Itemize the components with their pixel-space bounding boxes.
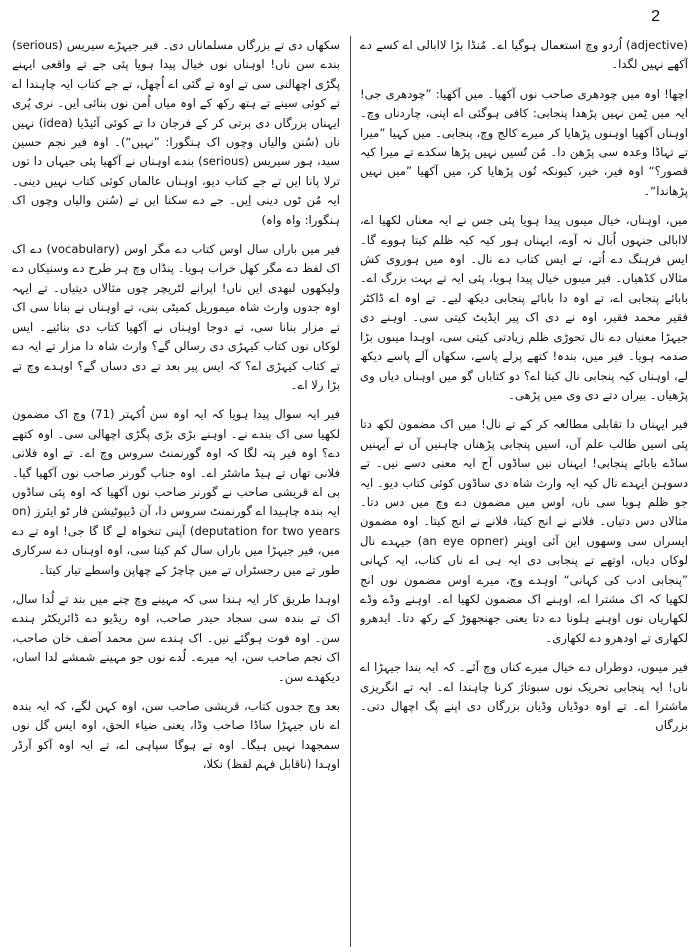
paragraph: میں، اوہناں، خیال میںوں پیدا ہویا پئی جس نے ایہ معناں لکھیا اے، لاابالی جنہوں اُبال نہ آوے، ایہناں ہور کیہ کیہ ظلم کیتا ہووے گا۔ ایس فرہنگ دے اُتے، تے ایس کتاب دے نال۔ اوہ میں ہوروی کش مثالاں کڈھیاں۔ فیر میںوں خیال پیدا ہویا، پئی ایہ تے بہت بزرگ اے۔ بابائے پنجابی اے، تے اوہ دا بابائے پنجابی دیکھ لیے۔ تے اوہ اے ڈاکٹر فقیر محمد فقیر، اوہ نے دی اک پیر ایڈیٹ کیتی سی۔ اوہنے دی جیہڑا معنیاں دے نال تحوڑی ظلم زیادتی کیتی سی، اوہدا میںوں بڑا صدمہ ہویا۔ فیر میں، بندہ! کتھے پرلے پاسے، سکھاں آلے پاسے دیکھ لے، اوہناں کیہ پنجابی نال کیتا اے؟ دو کتاباں گو میں اوہناں دیاں وی پڑھیاں۔ بیراں دتے دی وی میں پڑھی۔ (360, 213, 688, 402)
column-divider (350, 36, 351, 947)
paragraph: فیر میںوں، دوطراں دے خیال میرے کناں وچ آئے۔ کہ ایہ بندا جیہڑا اے ناں! ایہ پنجابی تحریک نوں سبوتاژ کرنا چاہندا اے۔ ایہ تے انگریزی ماشترا اے۔ تے اوہ دوڈیاں وڈیاں بزرگاں دی اپنے پگ اچھال دتی۔ بزرگاں (360, 660, 688, 733)
paragraph: اچھا! اوہ میں چودھری صاحب نوں آکھیا۔ میں آکھیا: ”چودھری جی! ایہ میں ٹِمن نہیں پڑھدا پنجابی: کافی ہوگئی اے اپنی، چاردناں وچ۔ اوہناں آکھیا اوہنوں پڑھایا کر میرے کالج وچ، پنجابی۔ میں کہیا ”میرا تے تہاڈا وعدہ سی پڑھن دا۔ مُن تُسیں نہیں پڑھا سکدے تے میرا کیہ قصور؟“ اوہ فیر، خیر، کیونکہ تُوں پڑھایا کر، میں آکھیا ”میں نہیں پڑھاندا“۔ (360, 86, 688, 198)
paragraph: بعد وچ جدوں کتاب، قریشی صاحب سن، اوہ کہن لگے، کہ ایہ بندہ اے ناں جیہڑا ساڈا صاحب وڈا، یعنی ضیاء الحق، اوہ ایس گل نوں سمجھدا نہیں ہیگا۔ اوہ تے ہوگا سپاہی اے، تے ایہ اوہ آکو آرڈر اوہدا (ناقابل فہم لفظ) نکلا، (12, 699, 340, 772)
left-column (12, 36, 340, 947)
page-number: 2 (651, 8, 660, 25)
paragraph: اوہدا طریق کار ایہ ہندا سی کہ مہینے وچ چنے میں بند تے لُدا سال، اک تے بندہ سی سجاد حیدر صاحب، اوہ ریڈیو دے ڈائریکٹر ہندے سن۔ اوہ فوت ہوگئے نیں۔ اک ہندے سن محمد آصف خان صاحب، اک نجم صاحب سن، ایہ میرے۔ لُدے نوں جو مہینے شمشے لدا اساں، دیکھدے سن۔ (12, 591, 340, 684)
paragraph: سکھاں دی تے بزرگاں مسلماناں دی۔ فیر جیہڑے سیریس (serious) بندے سن ناں! اوہناں نوں خیال پیدا ہویا پئی جے تے واقعی ایہنے پگڑی اچھالنی سی تے اوہ تے گئی اے اُچھل، تے جے کتاب ایہ چاہندا اے تے کوئی سینے تے ہتھ رکھ کے اوہ میاں اُمن نوں بنائی ایں۔ نری پُری ایہناں بزرگاں دی برتی کر کے فرجان دا تے کوئی آئیڈیا (idea) نہیں ناں (سُنن والیاں وچوں اک ہنگورا: ”نہیں“)۔ اوہ فیر نجم حسین سید، ہور سیریس (serious) بندے اوہناں نے آکھیا پئی جیہاں دا توں ترلا پانا ایں تے جے کتاب دیو، اوہناں عالماں کوئی کتاب نہیں دینی۔ ایہ مُن ٹوں دینی اِیں۔ جے دے سکنا ایں تے (سُنن والیاں وچوں اک ہنگورا: واہ واہ) (12, 38, 340, 227)
paragraph: فیر ایہ سوال پیدا ہویا کہ ایہ اوہ سن اُکہتر (71) وچ اک مضمون لکھیا سی اک بندے نے۔ اوہنے بڑی بڑی پگڑی اچھالی سی۔ اوہ کتھے دے؟ اوہ فیر پتہ لگا کہ اوہ گورنمنٹ سروس وچ اے۔ تے اوہ فلانی فلانی تھاں تے ہیڈ ماشٹر اے۔ اوہ جناب گورنر صاحب نوں آکھیا گیا۔ بی اے قریشی صاحب نے گورنر صاحب نوں آکھیا کہ اوہ پئی ساڈوں ایہ بندہ چاہیدا اے گورنمنٹ سروس دا، آن ڈیپوٹیشن فار ٹو ایئرز (on deputation for two years) آپنی تنخواہ لے گا گا جی! اوہ تے دے میں، فیر جیہڑا میں باراں سال کم کیتا سی، اوہ اوہناں دے سرکاری طور تے میں رجسٹراں تے میں چاچڑ کے چھاپن واسطے تیار کیتا۔ (12, 407, 340, 577)
paragraph: فیر ایہناں دا تقابلی مطالعہ کر کے تے نال! میں اک مضمون لکھ دتا پئی اسیں طالب علم آں، اسیں پنجابی پڑھناں چاہنیں آں تے آیہنیں ساڈے بابائے پنجابی! ایہناں نیں ساڈوں آج ایہ معنی دسے نیں۔ تے دسوہن ایہدے نال کیہ ایہ وارث شاہ دی ساڈوں کوئی کتاب دیو۔ ایہ جو ظلم ہویا سی ناں، اوس میں مضمون دے وچ میں دس دتا۔ مثالاں دس دتیاں۔ فلانے نے انج کیتا، فلانے نے انج کیتا۔ اوہ مضمون ایسراں سی وسھوں این آئی اوپنر (an eye opner) جیہدے نال لوکاں دیاں، اوتھے تے پنجابی دی ایہ ہی اے ناں کتاب، ایہ کہانی ”پنجابی ادب کی کہانی“ اوہدے وچ، میرے اوس مضمون نوں انج لکھیا کہ اک مشترا اے، اوہنے اک مضمون لکھیا اے۔ اوہنے وڈے وڈے لکھاریاں نوں اوہنے ہلونا دے دتا یعنی جھنجھوڑ کے رکھ دتا۔ ایدھرو لکھاری تے اودھرو دے لکھاری۔ (360, 417, 688, 645)
right-column (360, 36, 688, 947)
page-body (12, 36, 688, 947)
paragraph: فیر میں باراں سال اوس کتاب دے مگر اوس (vocabulary) دے اک اک لفظ دے مگر کھل خراب ہویا۔ پنڈاں وچ ہر طرح دے وسنیکاں دے ولیکھوں لبھدی ایں ناں! اپرانے لٹریچر چوں مثالاں دیتیاں۔ تے ایہہ اوہ جدوں وارث شاہ میموریل کمیٹی بنی، تے اوہناں نے بنانا سی اک تے مزار بنانا سی، تے دوجا اوہناں نے آکھیا کتاب دی بنائیے۔ ایس لوکاں نوں کتاب کیہڑی دی رسالں گے؟ وارث شاہ دا مزار تے ایہ دے تے کتاب کیہڑی اے؟ کہ ایس پیر بعد تے دی دساں گے؟ اوہدے وچ تے بڑا رلا اے۔ (12, 242, 340, 392)
paragraph: (adjective) اُردو وچ استعمال ہوگیا اے۔ مُنڈا بڑا لاابالی اے کسے دے آکھے نہیں لگدا۔ (360, 38, 688, 72)
